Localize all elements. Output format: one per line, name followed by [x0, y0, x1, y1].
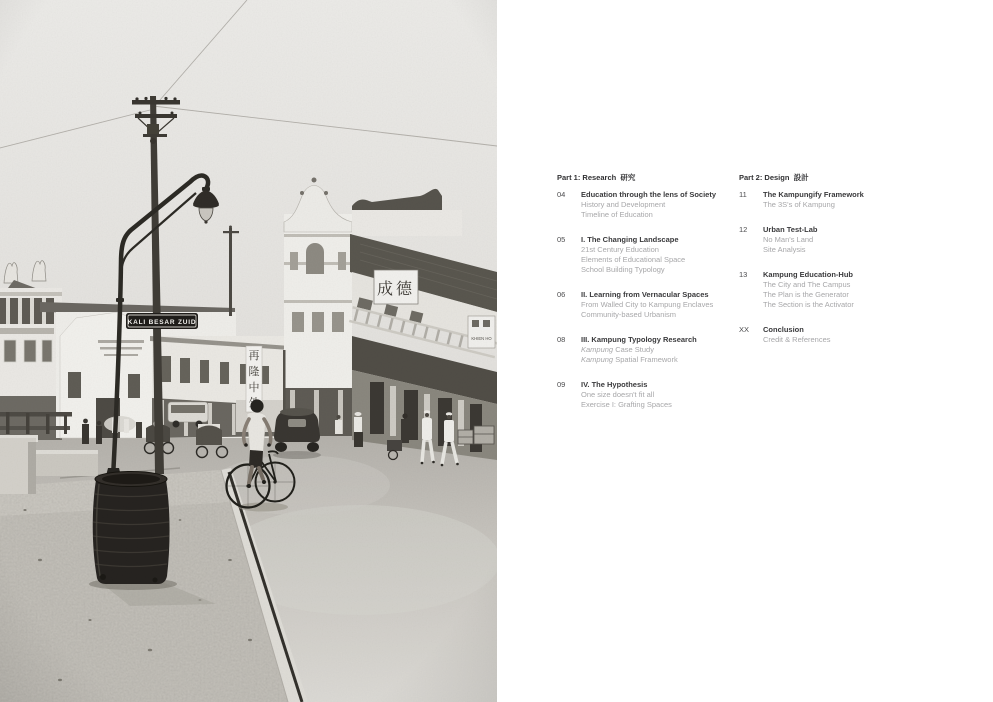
- toc-entry-body: [763, 225, 917, 255]
- toc-entry-subitem: Exercise I: Grafting Spaces: [581, 400, 672, 409]
- toc-entry-page-number: 13: [739, 270, 748, 279]
- toc-subitem-segment: Kampung: [581, 345, 616, 354]
- toc-entry: [557, 235, 735, 275]
- toc-entry-subitem: The Plan is the Generator: [763, 290, 849, 299]
- toc-entry-subitem: No Man's Land: [763, 235, 814, 244]
- toc-entry-body: [581, 235, 735, 275]
- toc-entry-body: [581, 335, 735, 365]
- toc-entry: [557, 190, 735, 220]
- toc-subitem-segment: Kampung: [581, 355, 616, 364]
- toc-entry-page-number: 04: [557, 190, 566, 199]
- toc-entry-subitem: Site Analysis: [763, 245, 806, 254]
- toc-entry-title: Kampung Education-Hub: [763, 270, 853, 279]
- toc-entry-subitem: From Walled City to Kampung Enclaves: [581, 300, 714, 309]
- toc-entry-body: [581, 190, 735, 220]
- toc-entry-subitem: [581, 345, 735, 355]
- toc-column-research: [557, 173, 735, 425]
- toc-subitem-segment: Case Study: [615, 345, 654, 354]
- toc-entry: [557, 335, 735, 365]
- toc-entry-subitem: [581, 355, 735, 365]
- toc-entry-title: I. The Changing Landscape: [581, 235, 679, 244]
- part-heading: Part 1: Research 研究: [557, 173, 636, 182]
- toc-entry-page-number: 09: [557, 380, 566, 389]
- toc-entry-subitem: Community-based Urbanism: [581, 310, 677, 319]
- toc-entry: [739, 325, 917, 345]
- toc-entry-subitem: Elements of Educational Space: [581, 255, 686, 264]
- toc-entry-page-number: 11: [739, 190, 747, 199]
- part-heading: Part 2: Design 設計: [739, 173, 809, 182]
- toc-entry: [557, 290, 735, 320]
- toc-entry: [739, 225, 917, 255]
- toc-entry-subitem: School Building Typology: [581, 265, 665, 274]
- toc-sections-0: [557, 190, 735, 410]
- toc-entry-body: [763, 270, 917, 310]
- toc-entry-page-number: 12: [739, 225, 748, 234]
- toc-entry-subitem: The Section is the Activator: [763, 300, 854, 309]
- toc-entry-subitem: Credit & References: [763, 335, 831, 344]
- toc-entry-title: The Kampungify Framework: [763, 190, 864, 199]
- toc-entry-body: [763, 190, 917, 210]
- toc-subitem-segment: Spatial Framework: [615, 355, 678, 364]
- toc-entry-title: II. Learning from Vernacular Spaces: [581, 290, 709, 299]
- toc-entry-subitem: Timeline of Education: [581, 210, 653, 219]
- toc-entry: [739, 270, 917, 310]
- toc-sections-1: [739, 190, 917, 345]
- toc-entry-subitem: History and Development: [581, 200, 666, 209]
- toc-column-design: [739, 173, 917, 360]
- toc-entry: [557, 380, 735, 410]
- toc-entry-subitem: The City and The Campus: [763, 280, 851, 289]
- toc-entry-body: [581, 290, 735, 320]
- toc-entry-page-number: XX: [739, 325, 750, 334]
- toc-entry-title: Conclusion: [763, 325, 804, 334]
- toc-entry-title: Education through the lens of Society: [581, 190, 717, 199]
- toc-entry-title: Urban Test-Lab: [763, 225, 818, 234]
- toc-entry-title: III. Kampung Typology Research: [581, 335, 697, 344]
- toc-entry-page-number: 08: [557, 335, 566, 344]
- toc-entry: [739, 190, 917, 210]
- toc-entry-subitem: The 3S's of Kampung: [763, 200, 835, 209]
- toc-entry-body: [581, 380, 735, 410]
- toc-entry-page-number: 05: [557, 235, 566, 244]
- toc-entry-subitem: 21st Century Education: [581, 245, 659, 254]
- toc-entry-subitem: One size doesn't fit all: [581, 390, 655, 399]
- toc-entry-body: [763, 325, 917, 345]
- toc-entry-page-number: 06: [557, 290, 566, 299]
- toc-entry-title: IV. The Hypothesis: [581, 380, 648, 389]
